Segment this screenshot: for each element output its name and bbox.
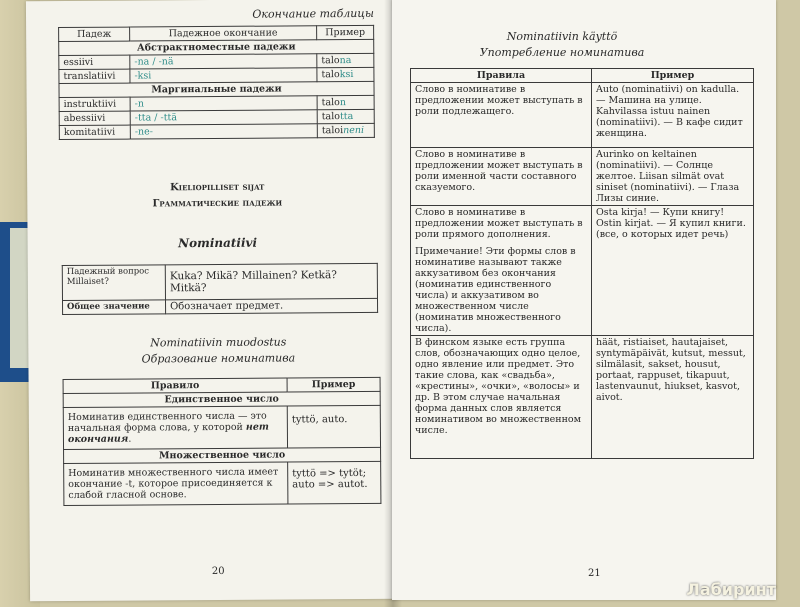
left-page (26, 0, 396, 601)
case-name: abessiivi (59, 111, 130, 125)
col-header-example: Пример (317, 25, 374, 39)
col-header-example: Пример (287, 377, 380, 392)
case-example: talotta (317, 109, 374, 123)
case-example: talona (317, 53, 374, 67)
case-ending: -na / -nä (130, 54, 317, 69)
case-example: talon (317, 95, 374, 109)
example-text: Osta kirja! — Купи книгу! Ostin kirjat. — Я купил книги. (все, о которых идет речь) (592, 206, 754, 336)
nominative-box (62, 263, 378, 315)
meaning-value: Обозначает предмет. (165, 298, 377, 313)
rule-text: Слово в номинативе в предложении может выступать в роли именной части составного сказуемого. (411, 148, 592, 206)
singular-rule: Номинатив единственного числа — это начальная форма слова, у которой нет окончания. (63, 406, 287, 450)
usage-table (410, 68, 754, 459)
section-title-fi: Kieliopilliset sijat (170, 181, 265, 194)
singular-header: Единственное число (63, 391, 380, 407)
case-name: instruktiivi (59, 97, 130, 111)
case-ending: -n (130, 96, 317, 111)
table-row (64, 461, 381, 505)
page-number-left: 20 (211, 565, 225, 578)
case-name: translatiivi (59, 69, 130, 83)
endings-table (58, 25, 375, 140)
right-page (392, 0, 776, 600)
group-header-abstract: Абстрактноместные падежи (59, 39, 374, 55)
note-text: Примечание! Эти формы слов в номинативе называют также аккузативом без окончания (номинатив единственного числа) и аккузативом во множественном числе (номинатив множественного числа). (415, 246, 576, 334)
example-text: Aurinko on keltainen (nominatiivi). — Солнце желтое. Liisan silmät ovat siniset (nominatiivi). — Глаза Лизы синие. (592, 148, 754, 206)
nominative-title: Nominatiivi (178, 235, 258, 251)
table-row (411, 206, 754, 336)
col-header-example: Пример (592, 69, 754, 83)
usage-title-ru: Употребление номинатива (479, 46, 645, 59)
plural-example: tyttö => tytöt; auto => autot. (288, 461, 381, 504)
col-header-ending: Падежное окончание (130, 26, 317, 41)
col-header-case: Падеж (59, 27, 130, 41)
case-ending: -tta / -ttä (130, 110, 317, 125)
case-ending: -ne- (130, 124, 317, 139)
col-header-rule: Правило (63, 378, 287, 394)
table-row (63, 405, 380, 449)
table-row (411, 336, 754, 459)
question-value: Kuka? Mikä? Millainen? Ketkä? Mitkä? (165, 263, 377, 299)
plural-header: Множественное число (64, 447, 381, 463)
formation-title-ru: Образование номинатива (141, 351, 296, 366)
meaning-label: Общее значение (63, 300, 166, 315)
example-text: häät, ristiaiset, hautajaiset, syntymäpäivät, kutsut, messut, silmälasit, sakset, housut, portaat, rappuset, tikapuut, lastenvaunut, hiukset, kasvot, aivot. (592, 336, 754, 459)
rule-text: Слово в номинативе в предложении может выступать в роли прямого дополнения. Примечание! Эти формы слов в номинативе называют также аккузативом без окончания (номинатив единственного числа) и аккузативом во множественном числе (номинатив множественного числа). (411, 206, 592, 336)
plural-rule: Номинатив множественного числа имеет окончание -t, которое присоединяется к слабой гласной основе. (64, 462, 288, 506)
formation-table (63, 377, 382, 506)
table-row (411, 83, 754, 148)
page-number-right: 21 (588, 568, 601, 579)
example-text: Auto (nominatiivi) on kadulla. — Машина на улице. Kahvilassa istuu nainen (nominatiivi). — В кафе сидит женщина. (592, 83, 754, 148)
table-row (59, 123, 374, 139)
question-label: Падежный вопрос Millaiset? (62, 265, 165, 301)
rule-text: В финском языке есть группа слов, обозначающих одно целое, одно явление или предмет. Это такие слова, как «свадьба», «крестины», «очки», «волосы» и др. В этом случае начальная форма данных слов является номинативом во множественном числе. (411, 336, 592, 459)
table-row (411, 148, 754, 206)
singular-example: tyttö, auto. (287, 405, 380, 448)
watermark-logo: Лабиринт (686, 580, 776, 599)
col-header-rules: Правила (411, 69, 592, 83)
section-title-ru: Грамматические падежи (152, 197, 283, 210)
rule-text: Слово в номинативе в предложении может выступать в роли подлежащего. (411, 83, 592, 148)
case-name: komitatiivi (59, 125, 130, 139)
formation-title-fi: Nominatiivin muodostus (150, 335, 287, 350)
group-header-marginal: Маргинальные падежи (59, 81, 374, 97)
running-head: Окончание таблицы (252, 6, 375, 21)
case-name: essiivi (59, 55, 130, 69)
case-example: taloineni (317, 123, 374, 137)
case-ending: -ksi (130, 68, 317, 83)
case-example: taloksi (317, 67, 374, 81)
usage-title-fi: Nominatiivin käyttö (506, 30, 618, 43)
